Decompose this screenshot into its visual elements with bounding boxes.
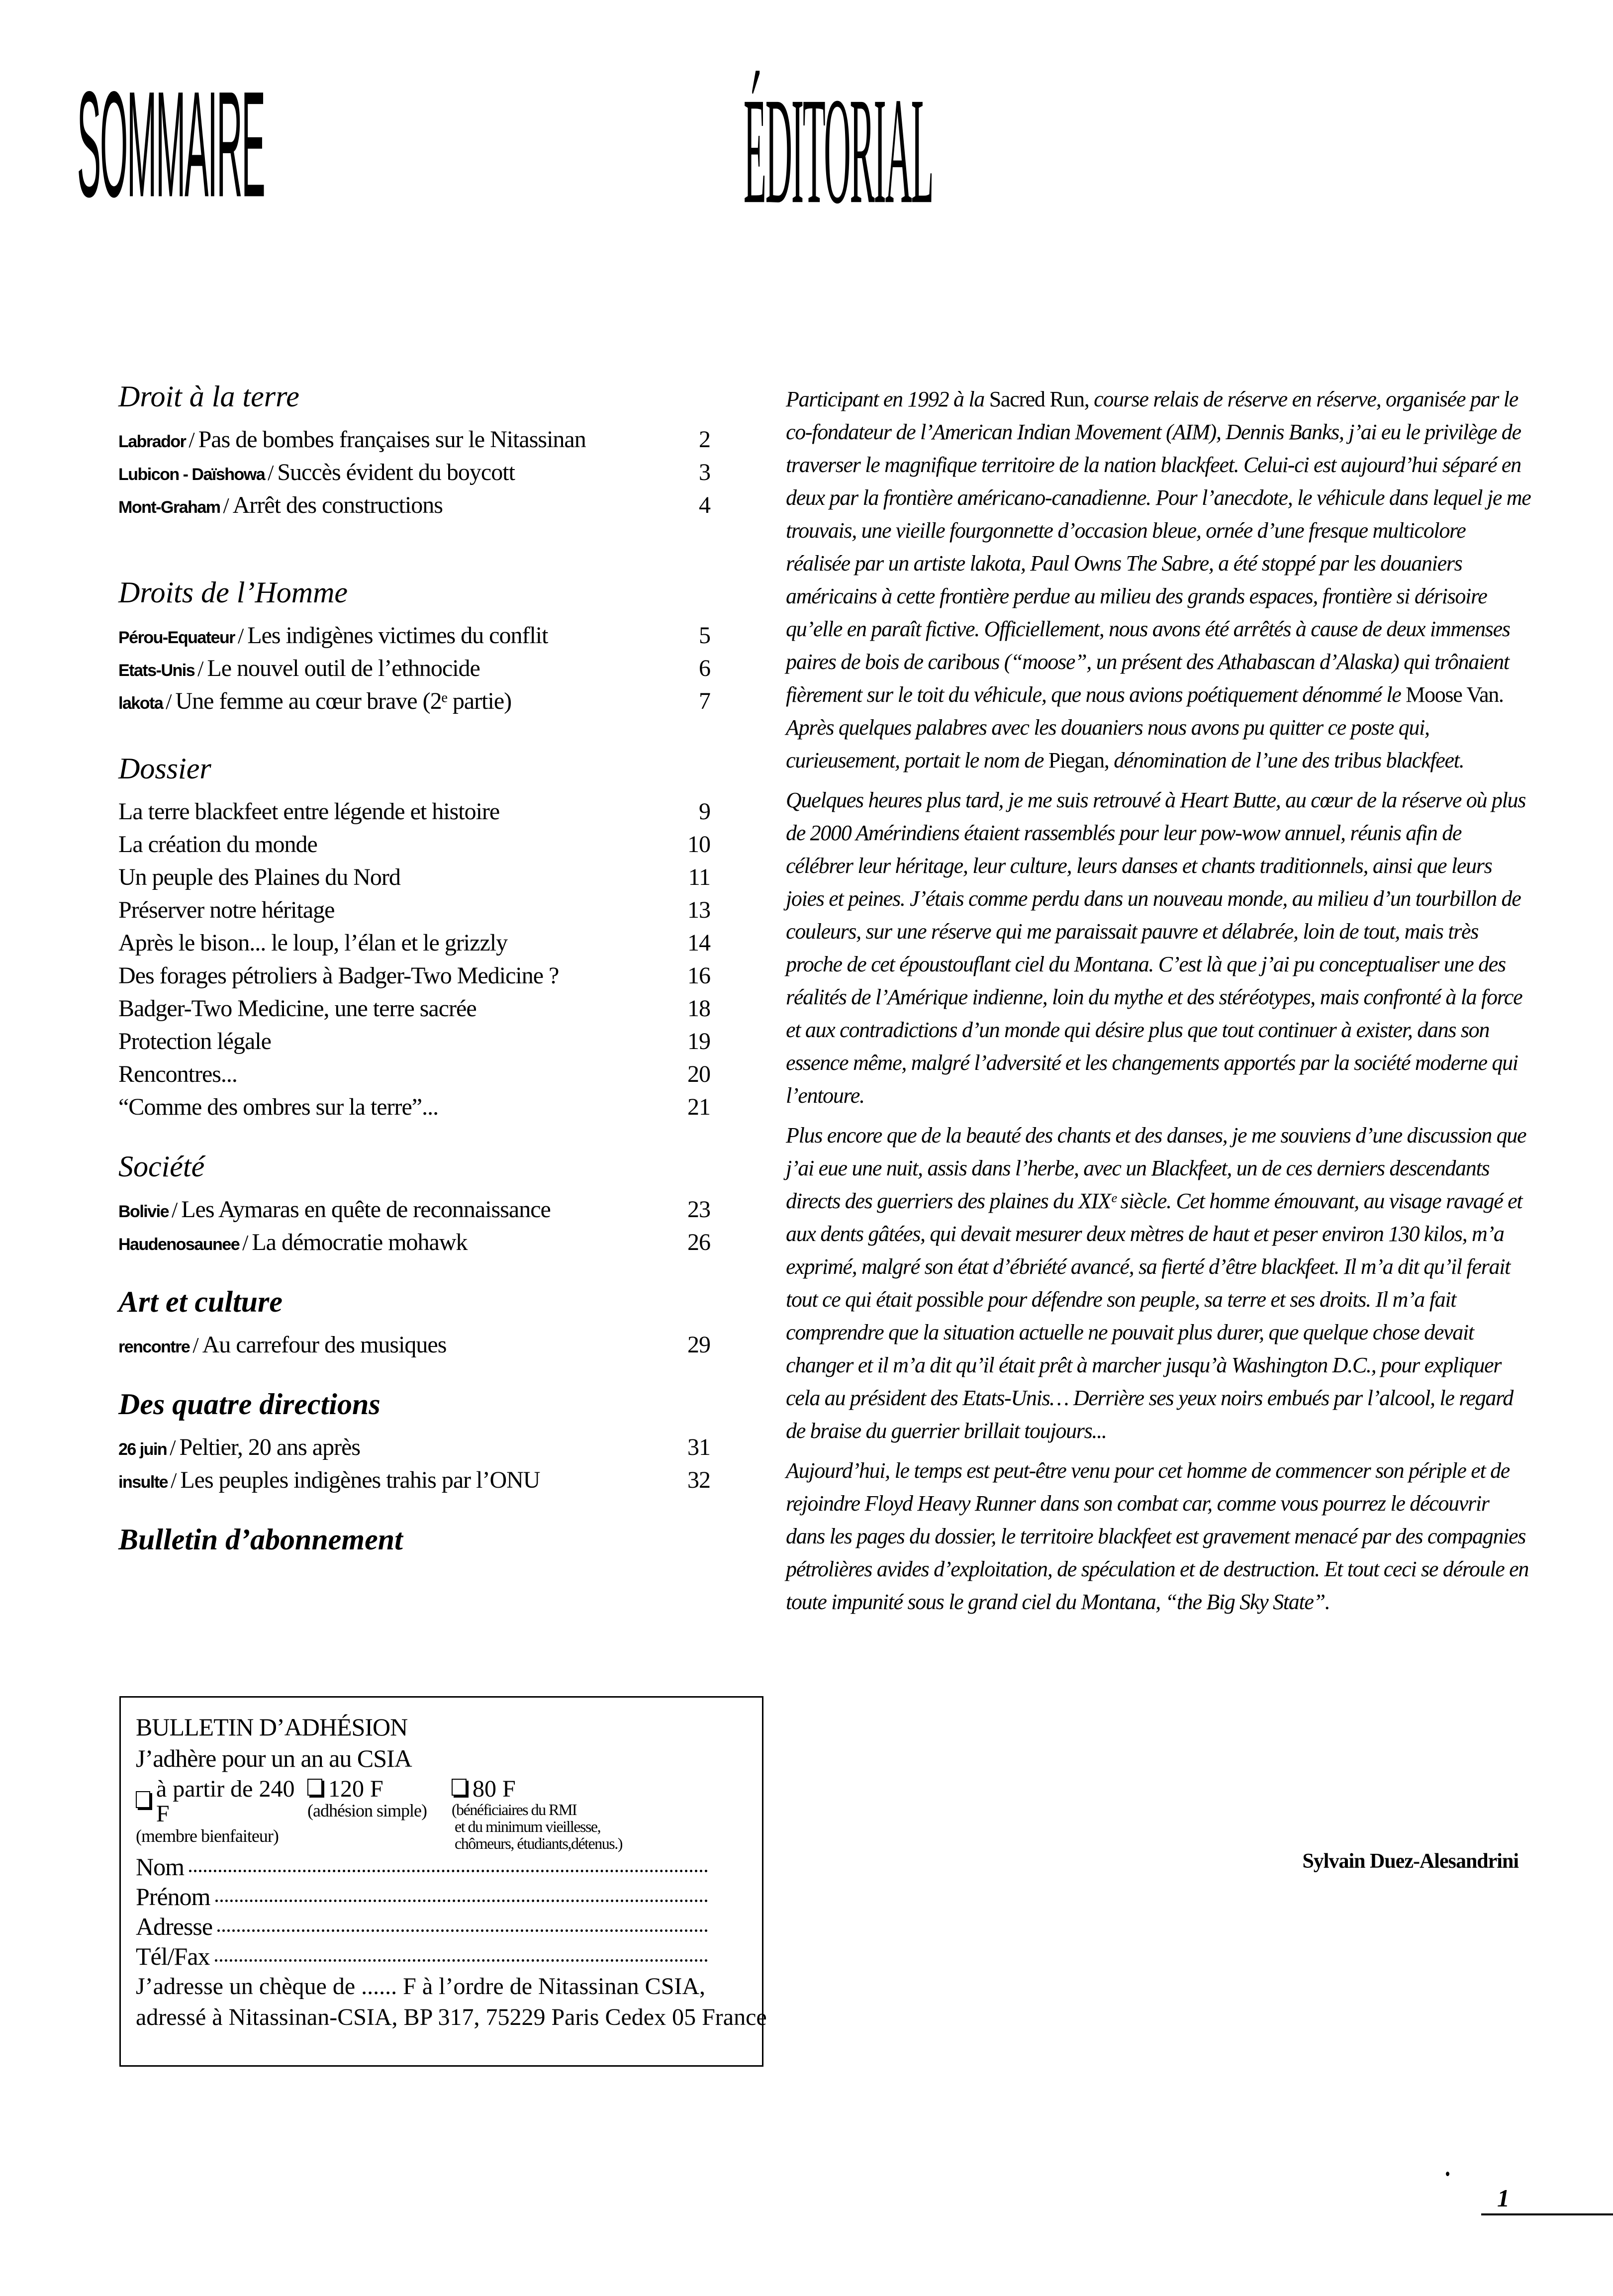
toc-separator: / bbox=[171, 1198, 178, 1222]
spacer bbox=[118, 1124, 710, 1146]
dotted-fill-line[interactable] bbox=[215, 1959, 708, 1962]
toc-entry-kicker: Labrador bbox=[118, 432, 186, 451]
editorial-title: ÉDITORIAL bbox=[744, 66, 933, 236]
toc-entry-kicker: lakota bbox=[118, 694, 163, 713]
field-label: Prénom bbox=[136, 1883, 210, 1911]
toc-entry[interactable] bbox=[118, 652, 710, 685]
membership-option-benefactor[interactable] bbox=[136, 1777, 307, 1852]
option-amount: 80 F bbox=[473, 1776, 516, 1802]
toc-section-heading: Droits de l’Homme bbox=[118, 576, 348, 609]
toc-section-bulletin-d-abonnement bbox=[118, 1519, 710, 1560]
toc-separator: / bbox=[238, 624, 244, 648]
cheque-instructions: J’adresse un chèque de ...... F à l’ordre de Nitassinan CSIA, bbox=[136, 1973, 706, 2000]
membership-form bbox=[119, 1696, 767, 2067]
toc-section-heading[interactable]: Bulletin d’abonnement bbox=[118, 1523, 403, 1556]
membership-option-simple[interactable] bbox=[307, 1777, 452, 1852]
toc-entry-title: Badger-Two Medicine, une terre sacrée bbox=[118, 995, 476, 1022]
toc-separator: / bbox=[166, 689, 172, 714]
toc-entry-kicker: rencontre bbox=[118, 1338, 190, 1356]
toc-entry-page: 19 bbox=[687, 1028, 710, 1054]
toc-entry[interactable] bbox=[118, 828, 710, 861]
toc-entry-title: Après le bison... le loup, l’élan et le grizzly bbox=[118, 930, 508, 956]
toc-entry-title: La démocratie mohawk bbox=[252, 1229, 468, 1255]
option-note: (bénéficiaires du RMI bbox=[452, 1801, 577, 1819]
toc-section-dossier bbox=[118, 748, 710, 1124]
editorial-signature: Sylvain Duez-Alesandrini bbox=[1302, 1850, 1518, 1873]
spacer bbox=[118, 718, 710, 748]
phone-fax-field[interactable] bbox=[136, 1941, 708, 1971]
toc-entry-page: 3 bbox=[699, 459, 710, 485]
toc-section-heading: Dossier bbox=[118, 752, 211, 785]
address-field[interactable] bbox=[136, 1912, 708, 1941]
name-field[interactable] bbox=[136, 1852, 708, 1882]
sommaire-title: SOMMAIRE bbox=[77, 59, 265, 229]
option-note: et du minimum vieillesse, bbox=[455, 1817, 601, 1835]
spacer bbox=[118, 522, 710, 572]
toc-entry[interactable] bbox=[118, 1058, 710, 1091]
toc-entry[interactable] bbox=[118, 861, 710, 894]
postal-address: adressé à Nitassinan-CSIA, BP 317, 75229 Paris Cedex 05 France bbox=[136, 2004, 767, 2031]
toc-entry-page: 23 bbox=[687, 1196, 710, 1223]
toc-entry-kicker: Mont-Graham bbox=[118, 498, 220, 517]
toc-entry-page: 7 bbox=[699, 688, 710, 714]
first-name-field[interactable] bbox=[136, 1882, 708, 1912]
toc-entry-title: Préserver notre héritage bbox=[118, 897, 335, 923]
option-note: (membre bienfaiteur) bbox=[136, 1825, 279, 1846]
toc-entry-page: 5 bbox=[699, 622, 710, 649]
dotted-fill-line[interactable] bbox=[217, 1929, 708, 1932]
toc-entry[interactable] bbox=[118, 685, 710, 718]
toc-entry-title: Un peuple des Plaines du Nord bbox=[118, 864, 400, 890]
toc-entry[interactable] bbox=[118, 489, 710, 522]
toc-entry-page: 13 bbox=[687, 897, 710, 923]
toc-entry-title: Les Aymaras en quête de reconnaissance bbox=[181, 1196, 551, 1223]
toc-entry-page: 18 bbox=[687, 995, 710, 1022]
option-amount: à partir de 240 F bbox=[156, 1776, 295, 1827]
toc-separator: / bbox=[170, 1435, 176, 1460]
spacer bbox=[118, 1361, 710, 1383]
toc-entry-kicker: Pérou-Equateur bbox=[118, 628, 235, 647]
toc-entry-page: 16 bbox=[687, 962, 710, 989]
toc-entry-title: “Comme des ombres sur la terre”... bbox=[118, 1094, 439, 1120]
toc-entry-kicker: Etats-Unis bbox=[118, 661, 195, 680]
toc-entry[interactable] bbox=[118, 456, 710, 489]
spacer bbox=[118, 1497, 710, 1519]
toc-section-heading: Des quatre directions bbox=[118, 1388, 380, 1421]
toc-entry-title: Le nouvel outil de l’ethnocide bbox=[207, 655, 480, 681]
toc-section-societe bbox=[118, 1146, 710, 1259]
toc-entry[interactable] bbox=[118, 959, 710, 992]
editorial-roman-run: Sacred Run, bbox=[989, 387, 1089, 411]
editorial-paragraph bbox=[786, 1119, 1532, 1447]
toc-separator: / bbox=[242, 1231, 248, 1255]
toc-entry[interactable] bbox=[118, 992, 710, 1025]
field-label: Adresse bbox=[136, 1913, 213, 1941]
toc-section-heading: Art et culture bbox=[118, 1285, 283, 1318]
toc-section-art-et-culture bbox=[118, 1281, 710, 1361]
toc-section-droits-de-l-homme bbox=[118, 572, 710, 718]
toc-section-droit-a-la-terre bbox=[118, 376, 710, 522]
toc-entry-title: Au carrefour des musiques bbox=[202, 1332, 447, 1358]
editorial-italic-run: course relais de réserve en réserve, organisée par le co-fondateur de l’American Indian Movement (AIM), Dennis Banks, j’ai eu le privilège de traverser le magnifique territoire de la nation blackfeet. Celui-ci est aujourd’hui séparé en deux par la frontière américano-canadienne. Pour l’anecdote, le véhicule dans lequel je me trouvais, une vieille fourgonnette d’occasion bleue, ornée d’une fresque multicolore réalisée par un artiste lakota, Paul Owns The Sabre, a été stoppé par les douaniers américains à cette frontière perdue au milieu des grands espaces, frontière si dérisoire qu’elle en paraît fictive. Officiellement, nous avons été arrêtés à cause de deux immenses paires de bois de caribous (“moose”, un présent des Athabascan d’Alaska) qui trônaient fièrement sur le toit du véhicule, que nous avions poétiquement dénommé le bbox=[786, 387, 1531, 707]
toc-separator: / bbox=[223, 493, 229, 518]
membership-options bbox=[136, 1777, 762, 1852]
toc-separator: / bbox=[171, 1468, 177, 1493]
toc-separator: / bbox=[192, 1333, 198, 1357]
field-label: Tél/Fax bbox=[136, 1942, 210, 1971]
toc-entry[interactable] bbox=[118, 619, 710, 652]
toc-entry-page: 32 bbox=[687, 1467, 710, 1493]
toc-separator: / bbox=[268, 461, 274, 485]
toc-entry[interactable] bbox=[118, 1431, 710, 1464]
toc-entry-page: 26 bbox=[687, 1229, 710, 1255]
membership-form-subtitle: J’adhère pour un an au CSIA bbox=[136, 1744, 412, 1772]
option-amount: 120 F bbox=[328, 1776, 383, 1802]
editorial-italic-run: Aujourd’hui, le temps est peut-être venu pour cet homme de commencer son périple et de rejoindre Floyd Heavy Runner dans son combat car, comme vous pourrez le découvrir dans les pages du dossier, le territoire blackfeet est gravement menacé par des compagnies pétrolières avides d’exploitation, de spéculation et de destruction. Et tout ceci se déroule en toute impunité sous le grand ciel du Montana, “the Big Sky State”. bbox=[786, 1458, 1529, 1614]
editorial-roman-run: Piegan, bbox=[1048, 748, 1109, 772]
toc-entry-title: Pas de bombes françaises sur le Nitassinan bbox=[198, 426, 586, 453]
membership-form-title: BULLETIN D’ADHÉSION bbox=[136, 1713, 408, 1741]
toc-entry-page: 29 bbox=[687, 1332, 710, 1358]
editorial-paragraph bbox=[786, 383, 1532, 777]
toc-entry-kicker: Bolivie bbox=[118, 1202, 169, 1221]
editorial-italic-run: Quelques heures plus tard, je me suis retrouvé à Heart Butte, au cœur de la réserve où plus de 2000 Amérindiens étaient rassemblés pour leur pow-wow annuel, réunis afin de célébrer leur héritage, leur culture, leurs danses et chants traditionnels, ainsi que leurs joies et peines. J’étais comme perdu dans un nouveau monde, au milieu d’un tourbillon de couleurs, sur une réserve qui me paraissait pauvre et délabrée, loin de tout, mais très proche de cet époustouflant ciel du Montana. C’est là que j’ai pu conceptualiser une des réalités de l’Amérique indienne, loin du mythe et des stéréotypes, mais confronté à la force et aux contradictions d’un monde qui désire plus que tout continuer à exister, dans son essence même, malgré l’adversité et les changements apportés par la société moderne qui l’entoure. bbox=[786, 788, 1526, 1108]
toc-entry-title: Arrêt des constructions bbox=[232, 492, 443, 518]
toc-section-heading: Droit à la terre bbox=[118, 380, 299, 413]
scan-speck bbox=[1446, 2172, 1449, 2176]
toc-entry-kicker: 26 juin bbox=[118, 1440, 167, 1459]
editorial-roman-run: Moose Van. bbox=[1406, 682, 1504, 707]
editorial-body bbox=[786, 383, 1532, 1626]
toc-entry-title: Protection légale bbox=[118, 1028, 271, 1054]
toc-entry-kicker: Haudenosaunee bbox=[118, 1235, 240, 1254]
toc-entry-title: Les peuples indigènes trahis par l’ONU bbox=[180, 1467, 540, 1493]
toc-entry[interactable] bbox=[118, 894, 710, 927]
toc-entry-page: 2 bbox=[699, 426, 710, 453]
toc-entry-title: Peltier, 20 ans après bbox=[179, 1434, 361, 1460]
folio-rule bbox=[1481, 2213, 1613, 2215]
toc-entry-title: Des forages pétroliers à Badger-Two Medicine ? bbox=[118, 962, 559, 989]
dotted-fill-line[interactable] bbox=[189, 1870, 708, 1872]
toc-entry-page: 4 bbox=[699, 492, 710, 518]
toc-entry-kicker: insulte bbox=[118, 1473, 168, 1492]
toc-entry-kicker: Lubicon - Daïshowa bbox=[118, 465, 265, 484]
toc-entry-title: Succès évident du boycott bbox=[277, 459, 515, 485]
toc-entry-page: 14 bbox=[687, 930, 710, 956]
toc-section-heading: Société bbox=[118, 1150, 205, 1183]
table-of-contents bbox=[118, 376, 710, 1566]
editorial-paragraph bbox=[786, 784, 1532, 1112]
toc-separator: / bbox=[189, 428, 194, 452]
toc-entry[interactable] bbox=[118, 1226, 710, 1259]
toc-entry-page: 6 bbox=[699, 655, 710, 681]
toc-entry[interactable] bbox=[118, 1091, 710, 1124]
dotted-fill-line[interactable] bbox=[215, 1900, 708, 1902]
toc-entry-page: 11 bbox=[688, 864, 710, 890]
toc-entry-page: 9 bbox=[699, 798, 710, 825]
editorial-italic-run: Après quelques palabres avec les douaniers nous avons pu quitter ce poste qui, curieusement, portait le nom de bbox=[786, 715, 1429, 772]
editorial-italic-run: Plus encore que de la beauté des chants et des danses, je me souviens d’une discussion que j’ai eue une nuit, assis dans l’herbe, avec un Blackfeet, un de ces derniers descendants directs des guerriers des plaines du XIXᵉ siècle. Cet homme émouvant, au visage ravagé et aux dents gâtées, qui devait mesurer deux mètres de haut et peser environ 130 kilos, m’a exprimé, malgré son état d’ébriété avancé, sa fierté d’être blackfeet. Il m’a dit qu’il ferait tout ce qui était possible pour défendre son peuple, sa terre et ses droits. Il m’a fait comprendre que la situation actuelle ne pouvait plus durer, que quelque chose devait changer et il m’a dit qu’il était prêt à marcher jusqu’à Washington D.C., pour expliquer cela au président des Etats-Unis… Derrière ses yeux noirs embués par l’alcool, le regard de braise du guerrier brillait toujours... bbox=[786, 1123, 1526, 1443]
page-number: 1 bbox=[1497, 2184, 1510, 2212]
toc-section-des-quatre-directions bbox=[118, 1383, 710, 1497]
toc-entry-title: La terre blackfeet entre légende et histoire bbox=[118, 798, 500, 825]
toc-separator: / bbox=[197, 657, 203, 681]
editorial-paragraph bbox=[786, 1454, 1532, 1619]
toc-entry[interactable] bbox=[118, 1329, 710, 1361]
toc-entry[interactable] bbox=[118, 1464, 710, 1497]
toc-entry[interactable] bbox=[118, 795, 710, 828]
toc-entry-title: Rencontres... bbox=[118, 1061, 237, 1087]
toc-entry-title: La création du monde bbox=[118, 831, 317, 858]
option-note: chômeurs, étudiants,détenus.) bbox=[455, 1834, 622, 1852]
toc-entry[interactable] bbox=[118, 1193, 710, 1226]
toc-entry-title: Une femme au cœur brave (2ᵉ partie) bbox=[175, 688, 512, 714]
toc-entry-page: 21 bbox=[687, 1094, 710, 1120]
editorial-italic-run: dénomination de l’une des tribus blackfeet. bbox=[1109, 748, 1464, 772]
toc-entry[interactable] bbox=[118, 1025, 710, 1058]
membership-option-reduced[interactable] bbox=[452, 1777, 710, 1852]
spacer bbox=[118, 1259, 710, 1281]
toc-entry-page: 20 bbox=[687, 1061, 710, 1087]
toc-entry-page: 31 bbox=[687, 1434, 710, 1460]
field-label: Nom bbox=[136, 1853, 184, 1881]
toc-entry[interactable] bbox=[118, 423, 710, 456]
option-note: (adhésion simple) bbox=[307, 1801, 427, 1821]
toc-entry-title: Les indigènes victimes du conflit bbox=[247, 622, 548, 649]
editorial-italic-run: Participant en 1992 à la bbox=[786, 387, 989, 411]
toc-entry-page: 10 bbox=[687, 831, 710, 858]
toc-entry[interactable] bbox=[118, 927, 710, 959]
checkbox-icon[interactable] bbox=[452, 1779, 467, 1796]
checkbox-icon[interactable] bbox=[307, 1779, 322, 1796]
checkbox-icon[interactable] bbox=[136, 1791, 150, 1808]
